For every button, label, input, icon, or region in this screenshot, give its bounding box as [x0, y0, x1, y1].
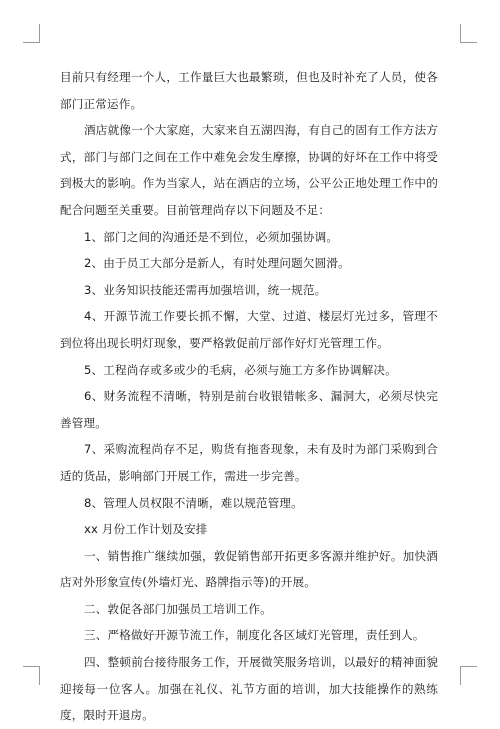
plan-item-4: 四、整顿前台接待服务工作，开展微笑服务培训，以最好的精神面貌迎接每一位客人。加强在礼仪、礼节方面的培训，加大技能操作的熟练度，限时开退房。 — [60, 655, 438, 723]
issue-item-6: 6、财务流程不清晰，特别是前台收银错帐多、漏洞大，必须尽快完善管理。 — [60, 389, 438, 430]
crop-mark-bottom-right — [460, 666, 477, 685]
issue-item-2: 2、由于员工大部分是新人，有时处理问题欠圆滑。 — [84, 256, 350, 271]
crop-mark-top-left — [23, 24, 40, 43]
issue-item-7: 7、采购流程尚存不足，购货有拖沓现象，未有及时为部门采购到合适的货品，影响部门开展工作，需进一步完善。 — [60, 442, 438, 483]
issue-item-3: 3、业务知识技能还需再加强培训，统一规范。 — [84, 282, 327, 297]
issue-item-1: 1、部门之间的沟通还是不到位，必须加强协调。 — [84, 229, 339, 244]
issue-item-4: 4、开源节流工作要长抓不懈，大堂、过道、楼层灯光过多，管理不到位将出现长明灯现象，要严格敦促前厅部作好灯光管理工作。 — [60, 309, 438, 350]
section-heading-monthly-plan: xx 月份工作计划及安排 — [84, 522, 208, 537]
document-body — [60, 64, 438, 729]
crop-mark-bottom-left — [23, 666, 40, 685]
paragraph-hotel-family: 酒店就像一个大家庭，大家来自五湖四海，有自己的固有工作方法方式，部门与部门之间在工作中难免会发生摩擦，协调的好坏在工作中将受到极大的影响。作为当家人，站在酒店的立场，公平公正地处理工作中的配合问题至关重要。目前管理尚存以下问题及不足： — [60, 123, 438, 217]
crop-mark-top-right — [460, 24, 477, 43]
paragraph-continuation: 目前只有经理一个人，工作量巨大也最繁琐，但也及时补充了人员，使各部门正常运作。 — [60, 70, 438, 111]
plan-item-3: 三、严格做好开源节流工作，制度化各区域灯光管理，责任到人。 — [84, 628, 425, 643]
issue-item-8: 8、管理人员权限不清晰，难以规范管理。 — [84, 495, 303, 510]
plan-item-2: 二、敦促各部门加强员工培训工作。 — [84, 601, 272, 616]
issue-item-5: 5、工程尚存或多或少的毛病，必须与施工方多作协调解决。 — [84, 362, 397, 377]
plan-item-1: 一、销售推广继续加强，敦促销售部开拓更多客源并维护好。加快酒店对外形象宣传(外墙灯光、路牌指示等)的开展。 — [60, 548, 438, 590]
